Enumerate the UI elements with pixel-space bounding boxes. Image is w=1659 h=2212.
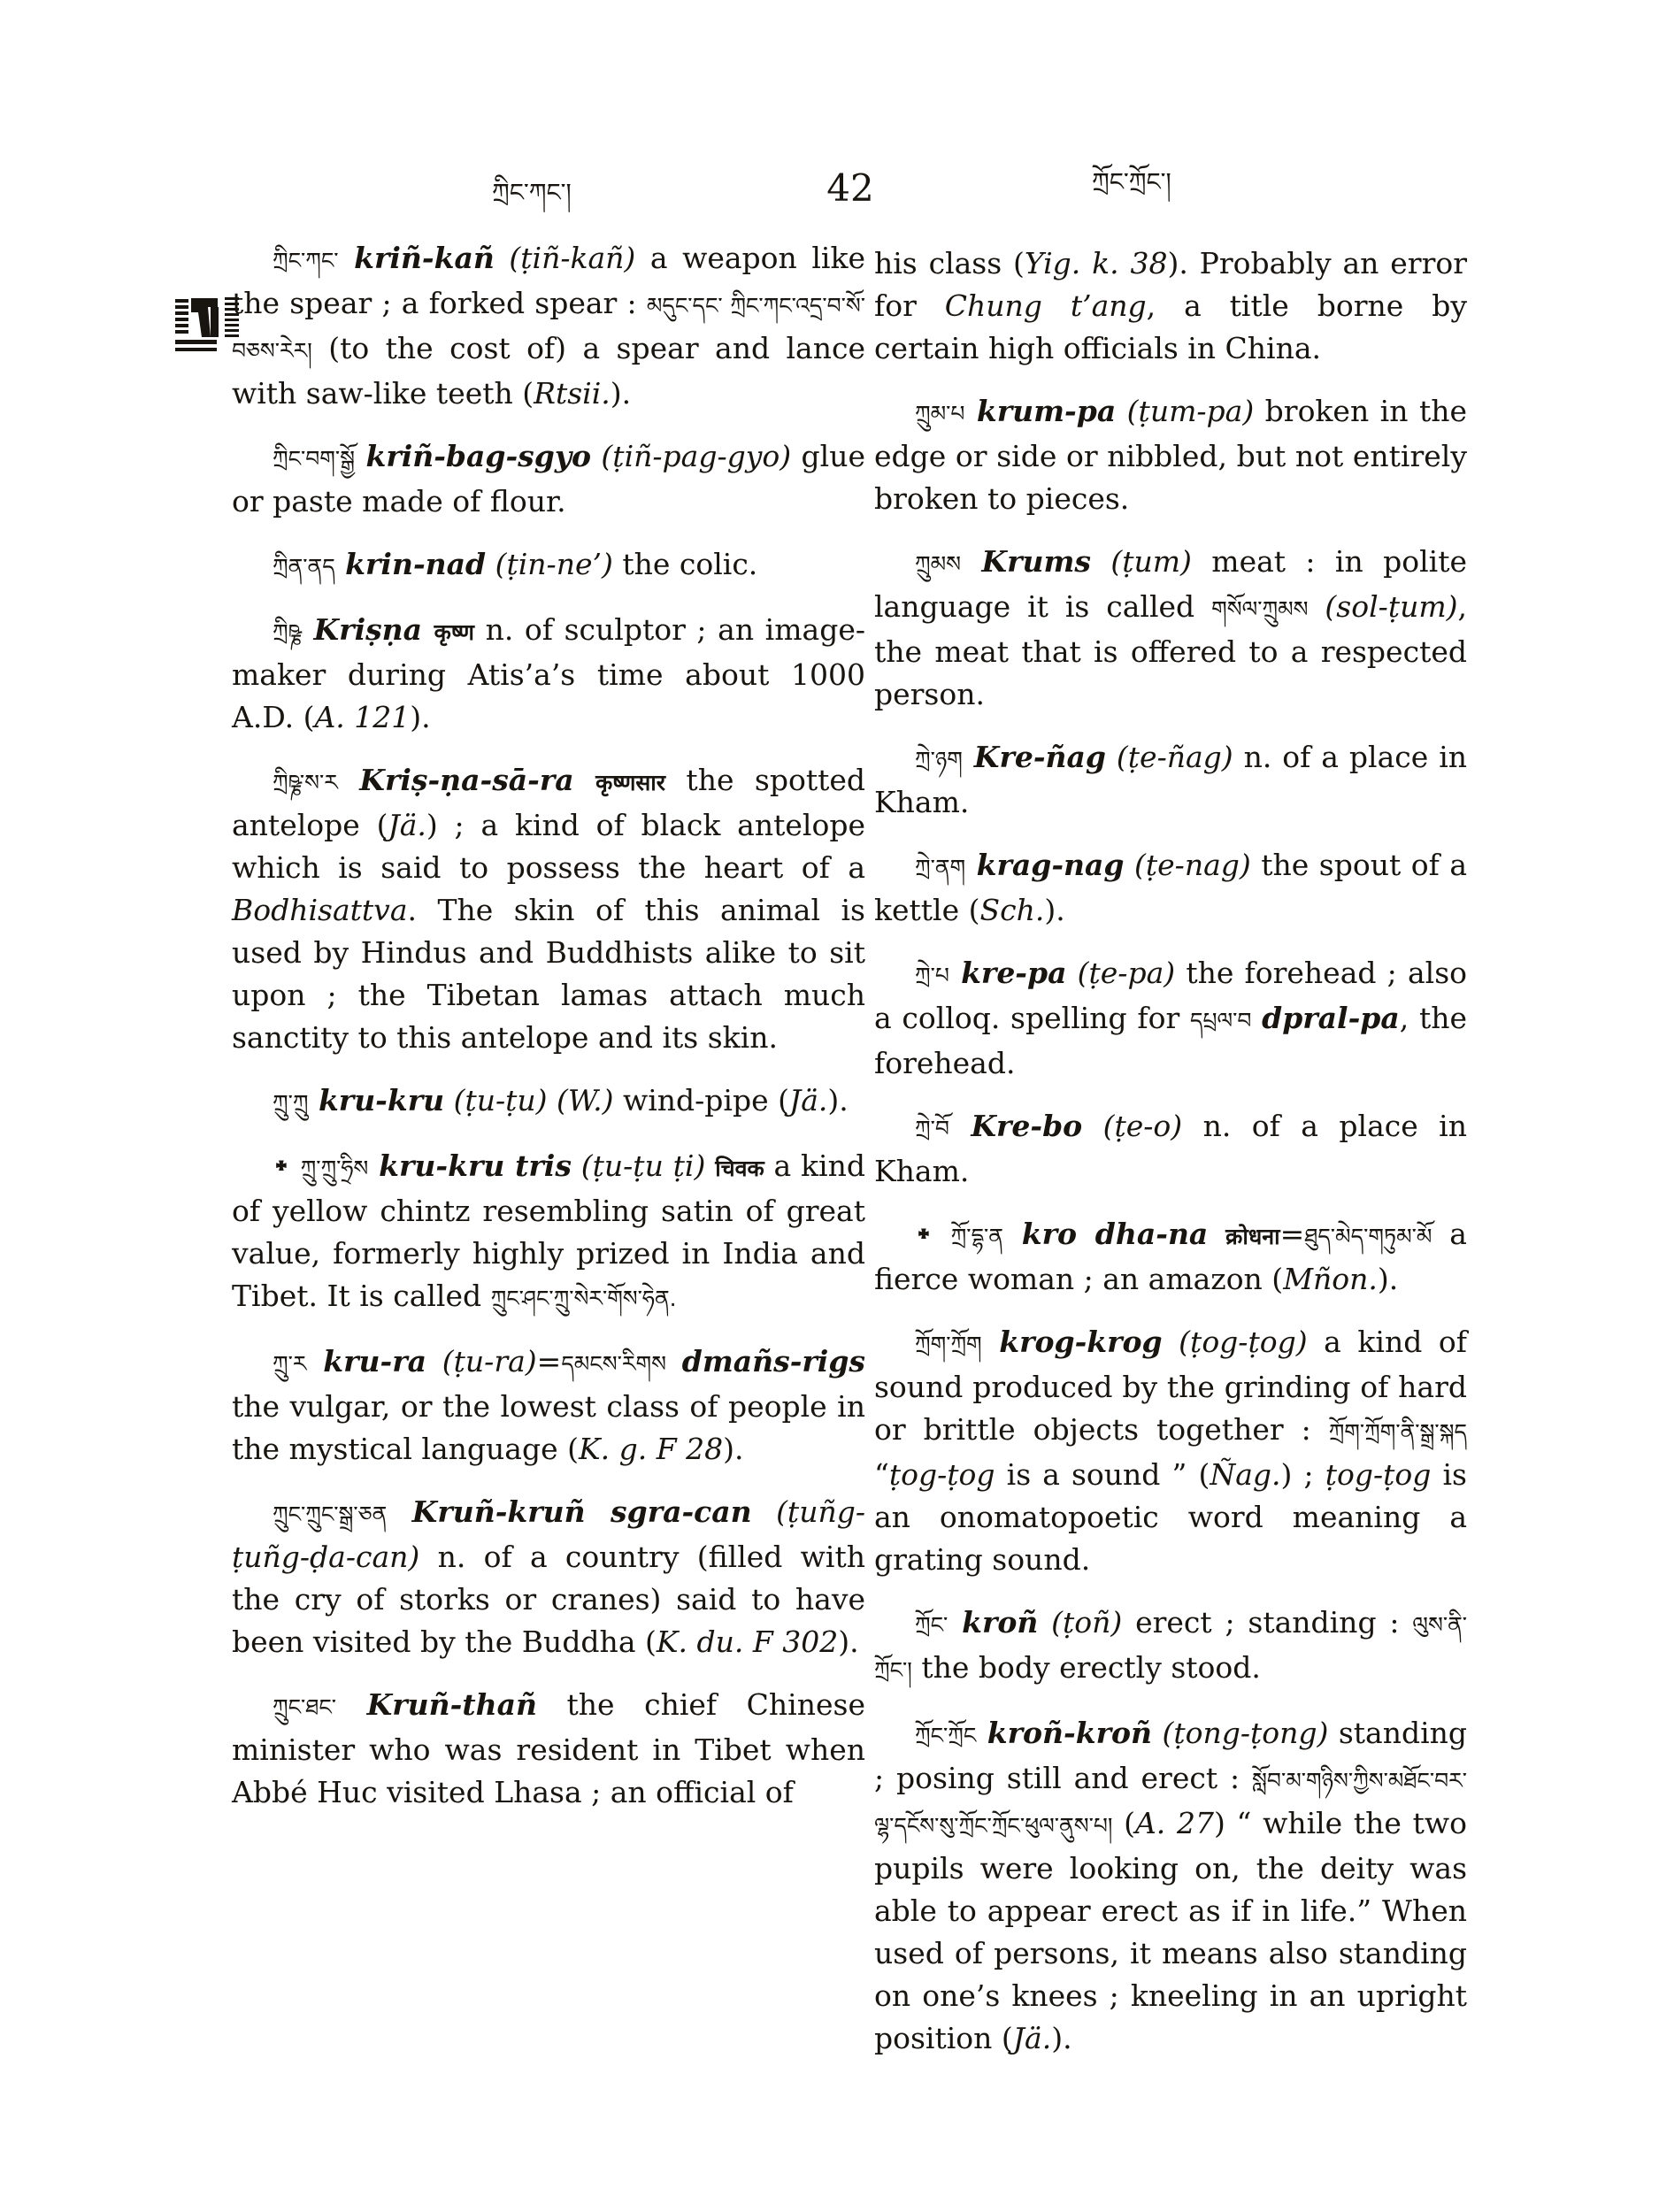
transliteration: kru-kru <box>308 1083 445 1118</box>
devanagari-text: चिवक <box>715 1156 764 1181</box>
tibetan-text: ཀྲོག་ཀྲོག <box>915 1332 982 1357</box>
definition-text: the forehead ; also a colloq. spelling for <box>874 956 1467 1035</box>
tibetan-text: ཀྲུམས <box>915 551 962 577</box>
dictionary-entry <box>874 844 1467 932</box>
tibetan-text: ཀྲོང་ཀྲོང <box>915 1723 977 1748</box>
dictionary-entry <box>232 1145 865 1320</box>
definition-text <box>1208 1217 1225 1251</box>
dictionary-entry <box>874 1213 1467 1301</box>
definition-text: n. of a place in Kham. <box>874 1109 1467 1188</box>
phonetic-or-reference: (W.) <box>547 1083 614 1118</box>
definition-text: the body erectly stood. <box>911 1650 1261 1685</box>
tibetan-text: ཐུད་མེད་གཏུམ་མོ <box>1304 1224 1432 1249</box>
tibetan-text: ཀྲེ་པ <box>915 963 949 988</box>
definition-text: . The skin of this animal is used by Hindus and Buddhists alike to sit upon ; the Tibetan lamas attach much sanctity to this antelope and its skin. <box>232 893 865 1055</box>
transliteration: kroñ <box>948 1605 1039 1640</box>
dictionary-entry <box>232 1079 865 1125</box>
phonetic-or-reference: (ṭiñ-kañ) <box>494 241 636 275</box>
tibetan-text: ཀྲུང་ཐང་ <box>273 1694 337 1720</box>
tibetan-text: ཀྲིན་ནད <box>273 554 335 580</box>
definition-text: n. of a country (filled with the cry of storks or cranes) said to have been visited by the Buddha ( <box>232 1540 865 1659</box>
transliteration: kroñ-kroñ <box>976 1716 1152 1750</box>
dictionary-entry <box>874 1105 1467 1193</box>
tibetan-text: ཀྲིང་ཀང་ <box>273 248 339 273</box>
devanagari-text: क्रोधना <box>1225 1224 1280 1249</box>
phonetic-or-reference: (ṭum) <box>1090 544 1192 579</box>
transliteration: kru-ra <box>306 1344 426 1379</box>
definition-text: his class ( <box>874 246 1025 280</box>
tibetan-text: ཀྲུམ་པ <box>915 401 965 426</box>
entry-marker: ᛭ <box>915 1217 951 1251</box>
tibetan-text: ཀྲིཥྞ <box>273 619 302 645</box>
tibetan-text: གསོལ་ཀྲུམས <box>1211 596 1309 622</box>
transliteration: kru-kru tris <box>368 1148 572 1183</box>
dictionary-entry <box>874 952 1467 1085</box>
dictionary-entry <box>232 609 865 739</box>
transliteration: Krums <box>961 544 1091 579</box>
transliteration: krin-nad <box>334 547 487 581</box>
ka-letter-ornament-graphic <box>175 296 239 354</box>
running-head-tibetan-right: ཀྲོང་ཀྲོང་། <box>1092 167 1171 196</box>
definition-text: ). <box>723 1432 744 1466</box>
definition-text: wind-pipe ( <box>613 1083 789 1118</box>
phonetic-or-reference: A. 27 <box>1134 1806 1214 1840</box>
transliteration: Kruñ-thañ <box>336 1687 537 1722</box>
definition-text: ). <box>827 1083 849 1118</box>
definition-text: a fierce woman ; an amazon ( <box>874 1217 1467 1296</box>
definition-text: glue or paste made of flour. <box>232 439 865 518</box>
tibetan-text: ཀྲེ་ཉག <box>915 747 963 772</box>
dictionary-entry <box>874 736 1467 824</box>
tibetan-text: ཀྲོང་ <box>915 1612 949 1638</box>
phonetic-or-reference: (ṭu-ṭu ṭi) <box>571 1148 706 1183</box>
transliteration: Kriṣṇa <box>301 612 434 647</box>
transliteration: kriñ-bag-sgyo <box>355 439 591 473</box>
dictionary-entry <box>232 1684 865 1814</box>
tibetan-text: དཔྲལ་བ <box>1189 1008 1252 1033</box>
dictionary-entry <box>874 390 1467 520</box>
transliteration: krag-nag <box>965 848 1125 882</box>
definition-text: ) ; a kind of black antelope which is said to possess the heart of a <box>232 808 865 885</box>
phonetic-or-reference: Jä. <box>388 808 426 842</box>
page-number: 42 <box>826 166 874 210</box>
definition-text: ). <box>410 700 431 734</box>
phonetic-or-reference: (ṭe-o) <box>1082 1109 1183 1143</box>
tibetan-text: ཀྲུ་ཀྲུ་ཧྲིས <box>300 1156 369 1181</box>
transliteration: Kriṣ-ṇa-sā-ra <box>337 763 596 797</box>
phonetic-or-reference: Mñon. <box>1283 1262 1378 1296</box>
definition-text: ) “ while the two pupils were looking on, the deity was able to appear erect as if in life.” When used of persons, it means also standing on one’s knees ; kneeling in an upright position ( <box>874 1806 1467 2055</box>
definition-text: , the forehead. <box>874 1001 1467 1080</box>
definition-text: the spout of a kettle ( <box>874 848 1468 927</box>
definition-text: ). <box>1044 893 1065 927</box>
dictionary-entry <box>232 759 865 1059</box>
definition-text: n. of a place in Kham. <box>874 740 1468 819</box>
dictionary-entry <box>232 1491 865 1663</box>
tibetan-text: ཀྲུ་ཀྲུ <box>273 1090 309 1116</box>
dictionary-entry <box>232 543 865 588</box>
dictionary-entry <box>874 1712 1467 2060</box>
phonetic-or-reference: Ñag. <box>1210 1457 1281 1492</box>
definition-text: ). <box>610 376 632 411</box>
tibetan-text: མདུང་དང་ ཀྲིང་ཀང་འདྲ་བ་སོ་བཅས་རེར། <box>232 293 865 364</box>
phonetic-or-reference: Jä. <box>788 1083 828 1118</box>
tibetan-text: ཀྲོག་ཀྲོག་ནི་སྒྲ་སྐད <box>1328 1419 1467 1445</box>
devanagari-text: कृष्णसार <box>595 770 666 795</box>
dictionary-entry <box>874 541 1467 716</box>
definition-text: ). <box>1377 1262 1399 1296</box>
phonetic-or-reference: ṭog-ṭog <box>888 1457 995 1492</box>
ka-letter-margin-ornament <box>175 296 239 354</box>
tibetan-text: ལུས་ནི་ ཀྲོང་། <box>874 1612 1467 1683</box>
phonetic-or-reference: A. 121 <box>314 700 411 734</box>
tibetan-text: སློབ་མ་གཉིས་ཀྱིས་མཐོང་བར་ལྷ་དངོས་སུ་ཀྲོང་ཀྲོང་ཕུལ་ནུས་པ། <box>874 1768 1467 1839</box>
phonetic-or-reference: K. du. F 302 <box>656 1624 839 1659</box>
tibetan-text: ཀྲུང་ཤང་ཀྲུ་སེར་གོས་ཧེན. <box>490 1286 677 1311</box>
definition-text: the chief Chinese minister who was resident in Tibet when Abbé Huc visited Lhasa ; an official of <box>232 1687 865 1809</box>
transliteration: krum-pa <box>964 394 1117 428</box>
phonetic-or-reference: (ṭin-ne’) <box>486 547 613 581</box>
definition-text: ). <box>1051 2021 1072 2055</box>
definition-text: = <box>1279 1217 1305 1251</box>
dictionary-entry <box>874 242 1467 370</box>
definition-text: ). Probably an error for <box>874 246 1467 323</box>
phonetic-or-reference: Jä. <box>1012 2021 1052 2055</box>
entry-marker: ᛭ <box>273 1148 301 1183</box>
definition-text: ). <box>838 1624 859 1659</box>
phonetic-or-reference: (sol-ṭum) <box>1308 589 1458 624</box>
phonetic-or-reference: ṭog-ṭog <box>1325 1457 1432 1492</box>
tibetan-text: ཀྲོ་དྷ་ན <box>950 1224 1003 1249</box>
definition-text: a kind of sound produced by the grinding of hard or brittle objects together : <box>874 1325 1468 1447</box>
phonetic-or-reference: (ṭe-pa) <box>1066 956 1176 990</box>
left-column <box>232 237 865 1834</box>
phonetic-or-reference: (ṭuñg-ṭuñg-ḍa-can) <box>232 1494 865 1574</box>
definition-text: , a title borne by certain high officials in China. <box>874 288 1467 365</box>
transliteration: dpral-pa <box>1262 1001 1400 1035</box>
tibetan-text: ཀྲིཥྞ་ས་ར <box>273 770 338 795</box>
definition-text: a weapon like the spear ; a forked spear : <box>232 241 865 320</box>
definition-text: meat : in polite language it is called <box>874 544 1467 624</box>
dictionary-entry <box>232 435 865 523</box>
tibetan-text: ཀྲེ་ནག <box>915 855 966 880</box>
definition-text: is an onomatopoetic word meaning a grating sound. <box>874 1457 1467 1577</box>
definition-text: standing ; posing still and erect : <box>874 1716 1467 1795</box>
dictionary-entry <box>232 237 865 415</box>
definition-text <box>705 1148 715 1183</box>
transliteration: kro dha-na <box>1002 1217 1209 1251</box>
tibetan-text: ཀྲུང་ཀྲུང་སྒྲ་ཅན <box>273 1502 388 1527</box>
phonetic-or-reference: Chung t’ang <box>944 288 1147 323</box>
definition-text: erect ; standing : <box>1122 1605 1413 1640</box>
phonetic-or-reference: (ṭe-nag) <box>1124 848 1251 882</box>
dictionary-entry <box>874 1601 1467 1692</box>
phonetic-or-reference: (ṭog-ṭog) <box>1162 1325 1308 1359</box>
running-head-tibetan-left: ཀྲིང་ཀང་། <box>492 178 572 207</box>
definition-text: “ <box>874 1457 889 1492</box>
dictionary-entry <box>232 1340 865 1471</box>
devanagari-text: कृष्ण <box>434 619 474 645</box>
phonetic-or-reference: (ṭoñ) <box>1038 1605 1123 1640</box>
definition-text: (to the cost of) a spear and lance with saw-like teeth ( <box>232 331 865 411</box>
phonetic-or-reference: (ṭe-ñag) <box>1105 740 1233 774</box>
definition-text: the spotted antelope ( <box>232 763 865 842</box>
tibetan-text: ཀྲུ་ར <box>273 1351 307 1377</box>
transliteration: Kre-bo <box>949 1109 1083 1143</box>
definition-text: the vulgar, or the lowest class of people in the mystical language ( <box>232 1389 865 1466</box>
phonetic-or-reference: Yig. k. 38 <box>1024 246 1168 280</box>
definition-text: ( <box>1112 1806 1135 1840</box>
phonetic-or-reference: Sch. <box>979 893 1045 927</box>
definition-text: broken in the edge or side or nibbled, but not entirely broken to pieces. <box>874 394 1467 516</box>
definition-text <box>1251 1001 1262 1035</box>
definition-text: , the meat that is offered to a respected person. <box>874 589 1467 711</box>
transliteration: Kruñ-kruñ sgra-can <box>387 1494 752 1529</box>
phonetic-or-reference: (ṭiñ-pag-gyo) <box>591 439 792 473</box>
definition-text: ) ; <box>1280 1457 1325 1492</box>
dictionary-entry <box>874 1321 1467 1581</box>
tibetan-text: ཀྲིང་བག་སྒྱོ <box>273 446 356 472</box>
phonetic-or-reference: K. g. F 28 <box>578 1432 724 1466</box>
definition-text: = <box>536 1344 562 1379</box>
transliteration: kre-pa <box>949 956 1067 990</box>
transliteration: dmañs-rigs <box>681 1344 865 1379</box>
phonetic-or-reference: Bodhisattva <box>232 893 408 927</box>
definition-text: a kind of yellow chintz resembling satin of great value, formerly highly prized in India and Tibet. It is called <box>232 1148 865 1313</box>
definition-text: the colic. <box>612 547 758 581</box>
transliteration: Kre-ñag <box>962 740 1106 774</box>
transliteration: krog-krog <box>981 1325 1163 1359</box>
definition-text: n. of sculptor ; an image-maker during Atis’a’s time about 1000 A.D. ( <box>232 612 865 734</box>
right-column <box>874 242 1467 2080</box>
phonetic-or-reference: (ṭum-pa) <box>1116 394 1255 428</box>
phonetic-or-reference: (ṭu-ṭu) <box>444 1083 548 1118</box>
tibetan-text: ཀྲེ་བོ <box>915 1116 949 1141</box>
phonetic-or-reference: Rtsii. <box>534 376 611 411</box>
phonetic-or-reference: (ṭong-ṭong) <box>1151 1716 1329 1750</box>
definition-text: is a sound ” ( <box>995 1457 1210 1492</box>
tibetan-text: དམངས་རིགས <box>561 1351 666 1377</box>
phonetic-or-reference: (ṭu-ra) <box>426 1344 537 1379</box>
transliteration: kriñ-kañ <box>338 241 495 275</box>
definition-text <box>666 1344 682 1379</box>
